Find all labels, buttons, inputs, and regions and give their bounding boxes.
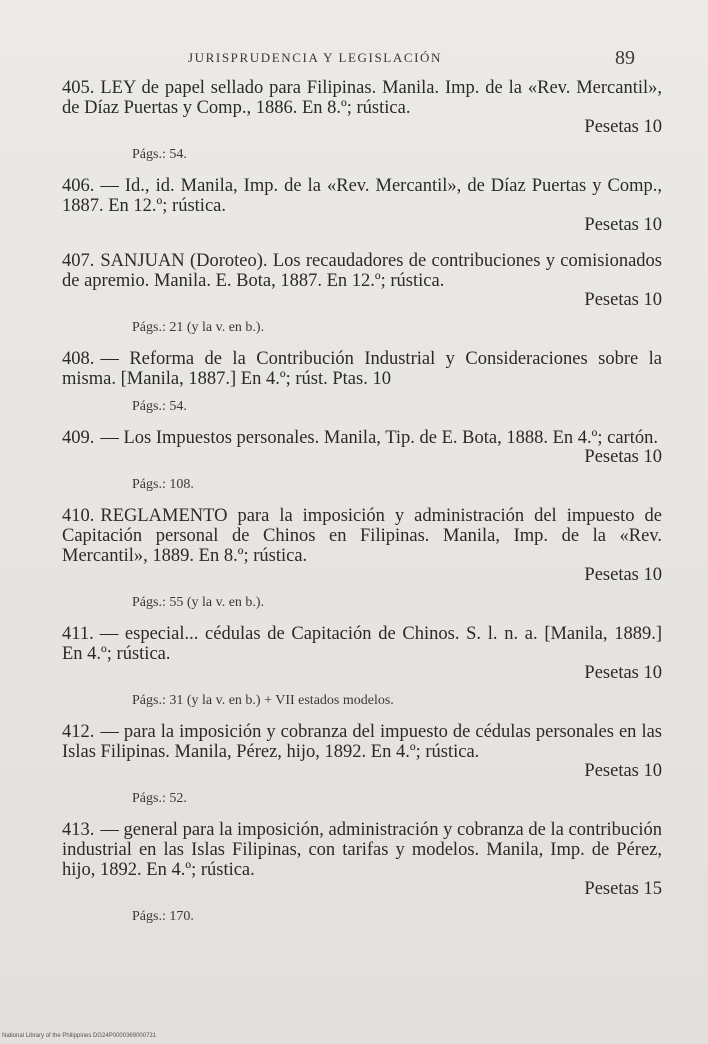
catalog-entry (62, 722, 662, 809)
catalog-entry (62, 78, 662, 165)
entry-price: Pesetas 10 (584, 117, 662, 137)
entry-body (62, 428, 662, 448)
catalog-entry (62, 624, 662, 711)
entry-number: 411. (62, 624, 94, 644)
entry-number: 413. (62, 820, 95, 840)
entry-body (62, 251, 662, 291)
library-credit: National Library of the Philippines DG24P0000369000731 (2, 1033, 157, 1039)
entry-price: Pesetas 10 (584, 215, 662, 235)
page-number: 89 (615, 47, 635, 69)
entry-pages: Págs.: 21 (y la v. en b.). (132, 320, 265, 335)
running-title: JURISPRUDENCIA Y LEGISLACIÓN (188, 50, 443, 65)
page-header (0, 47, 708, 74)
entry-price: Pesetas 10 (584, 447, 662, 467)
entry-number: 405. (62, 78, 95, 98)
catalog-entries (62, 78, 662, 938)
entry-number: 409. (62, 428, 95, 448)
entry-body (62, 624, 662, 664)
entry-body (62, 349, 662, 389)
entry-pages: Págs.: 52. (132, 791, 187, 806)
entry-text: REGLAMENTO para la imposición y administración del impuesto de Capitación personal de Chinos en Filipinas. Manila, Imp. de la «Rev. Mercantil», 1889. En 8.º; rústica. (62, 506, 662, 566)
entry-pages: Págs.: 54. (132, 147, 187, 162)
entry-text: — general para la imposición, administración y cobranza de la contribución industrial en las Islas Filipinas, con tarifas y modelos. Manila, Imp. de Pérez, hijo, 1892. En 4.º; rústica. (62, 820, 662, 880)
entry-price: Pesetas 15 (584, 879, 662, 899)
entry-price: Pesetas 10 (584, 663, 662, 683)
entry-pages: Págs.: 55 (y la v. en b.). (132, 595, 265, 610)
entry-body (62, 722, 662, 762)
entry-text: — Id., id. Manila, Imp. de la «Rev. Mercantil», de Díaz Puertas y Comp., 1887. En 12.º; rústica. (62, 176, 662, 216)
entry-price: Pesetas 10 (584, 761, 662, 781)
entry-price: Pesetas 10 (584, 290, 662, 310)
catalog-entry (62, 176, 662, 235)
entry-body (62, 506, 662, 566)
catalog-entry (62, 349, 662, 417)
catalog-entry (62, 820, 662, 927)
entry-number: 408. (62, 349, 95, 369)
entry-number: 410. (62, 506, 95, 526)
entry-text: — para la imposición y cobranza del impuesto de cédulas personales en las Islas Filipinas. Manila, Pérez, hijo, 1892. En 4.º; rústica. (62, 722, 662, 762)
entry-pages: Págs.: 31 (y la v. en b.) + VII estados modelos. (132, 693, 394, 708)
entry-pages: Págs.: 108. (132, 477, 194, 492)
entry-text: SANJUAN (Doroteo). Los recaudadores de contribuciones y comisionados de apremio. Manila. E. Bota, 1887. En 12.º; rústica. (62, 251, 662, 291)
catalog-entry (62, 428, 662, 495)
entry-price: Pesetas 10 (584, 565, 662, 585)
catalog-entry (62, 506, 662, 613)
entry-body (62, 820, 662, 880)
entry-pages: Págs.: 170. (132, 909, 194, 924)
entry-number: 406. (62, 176, 95, 196)
entry-text: — especial... cédulas de Capitación de Chinos. S. l. n. a. [Manila, 1889.] En 4.º; rústica. (62, 624, 662, 664)
entry-text: — Reforma de la Contribución Industrial y Consideraciones sobre la misma. [Manila, 1887.] En 4.º; rúst. Ptas. 10 (62, 349, 662, 389)
entry-text: LEY de papel sellado para Filipinas. Manila. Imp. de la «Rev. Mercantil», de Díaz Puertas y Comp., 1886. En 8.º; rústica. (62, 78, 662, 118)
entry-text: — Los Impuestos personales. Manila, Tip. de E. Bota, 1888. En 4.º; cartón. (100, 428, 658, 448)
entry-body (62, 176, 662, 216)
entry-number: 412. (62, 722, 95, 742)
entry-pages: Págs.: 54. (132, 399, 187, 414)
entry-body (62, 78, 662, 118)
entry-number: 407. (62, 251, 95, 271)
catalog-entry (62, 251, 662, 338)
